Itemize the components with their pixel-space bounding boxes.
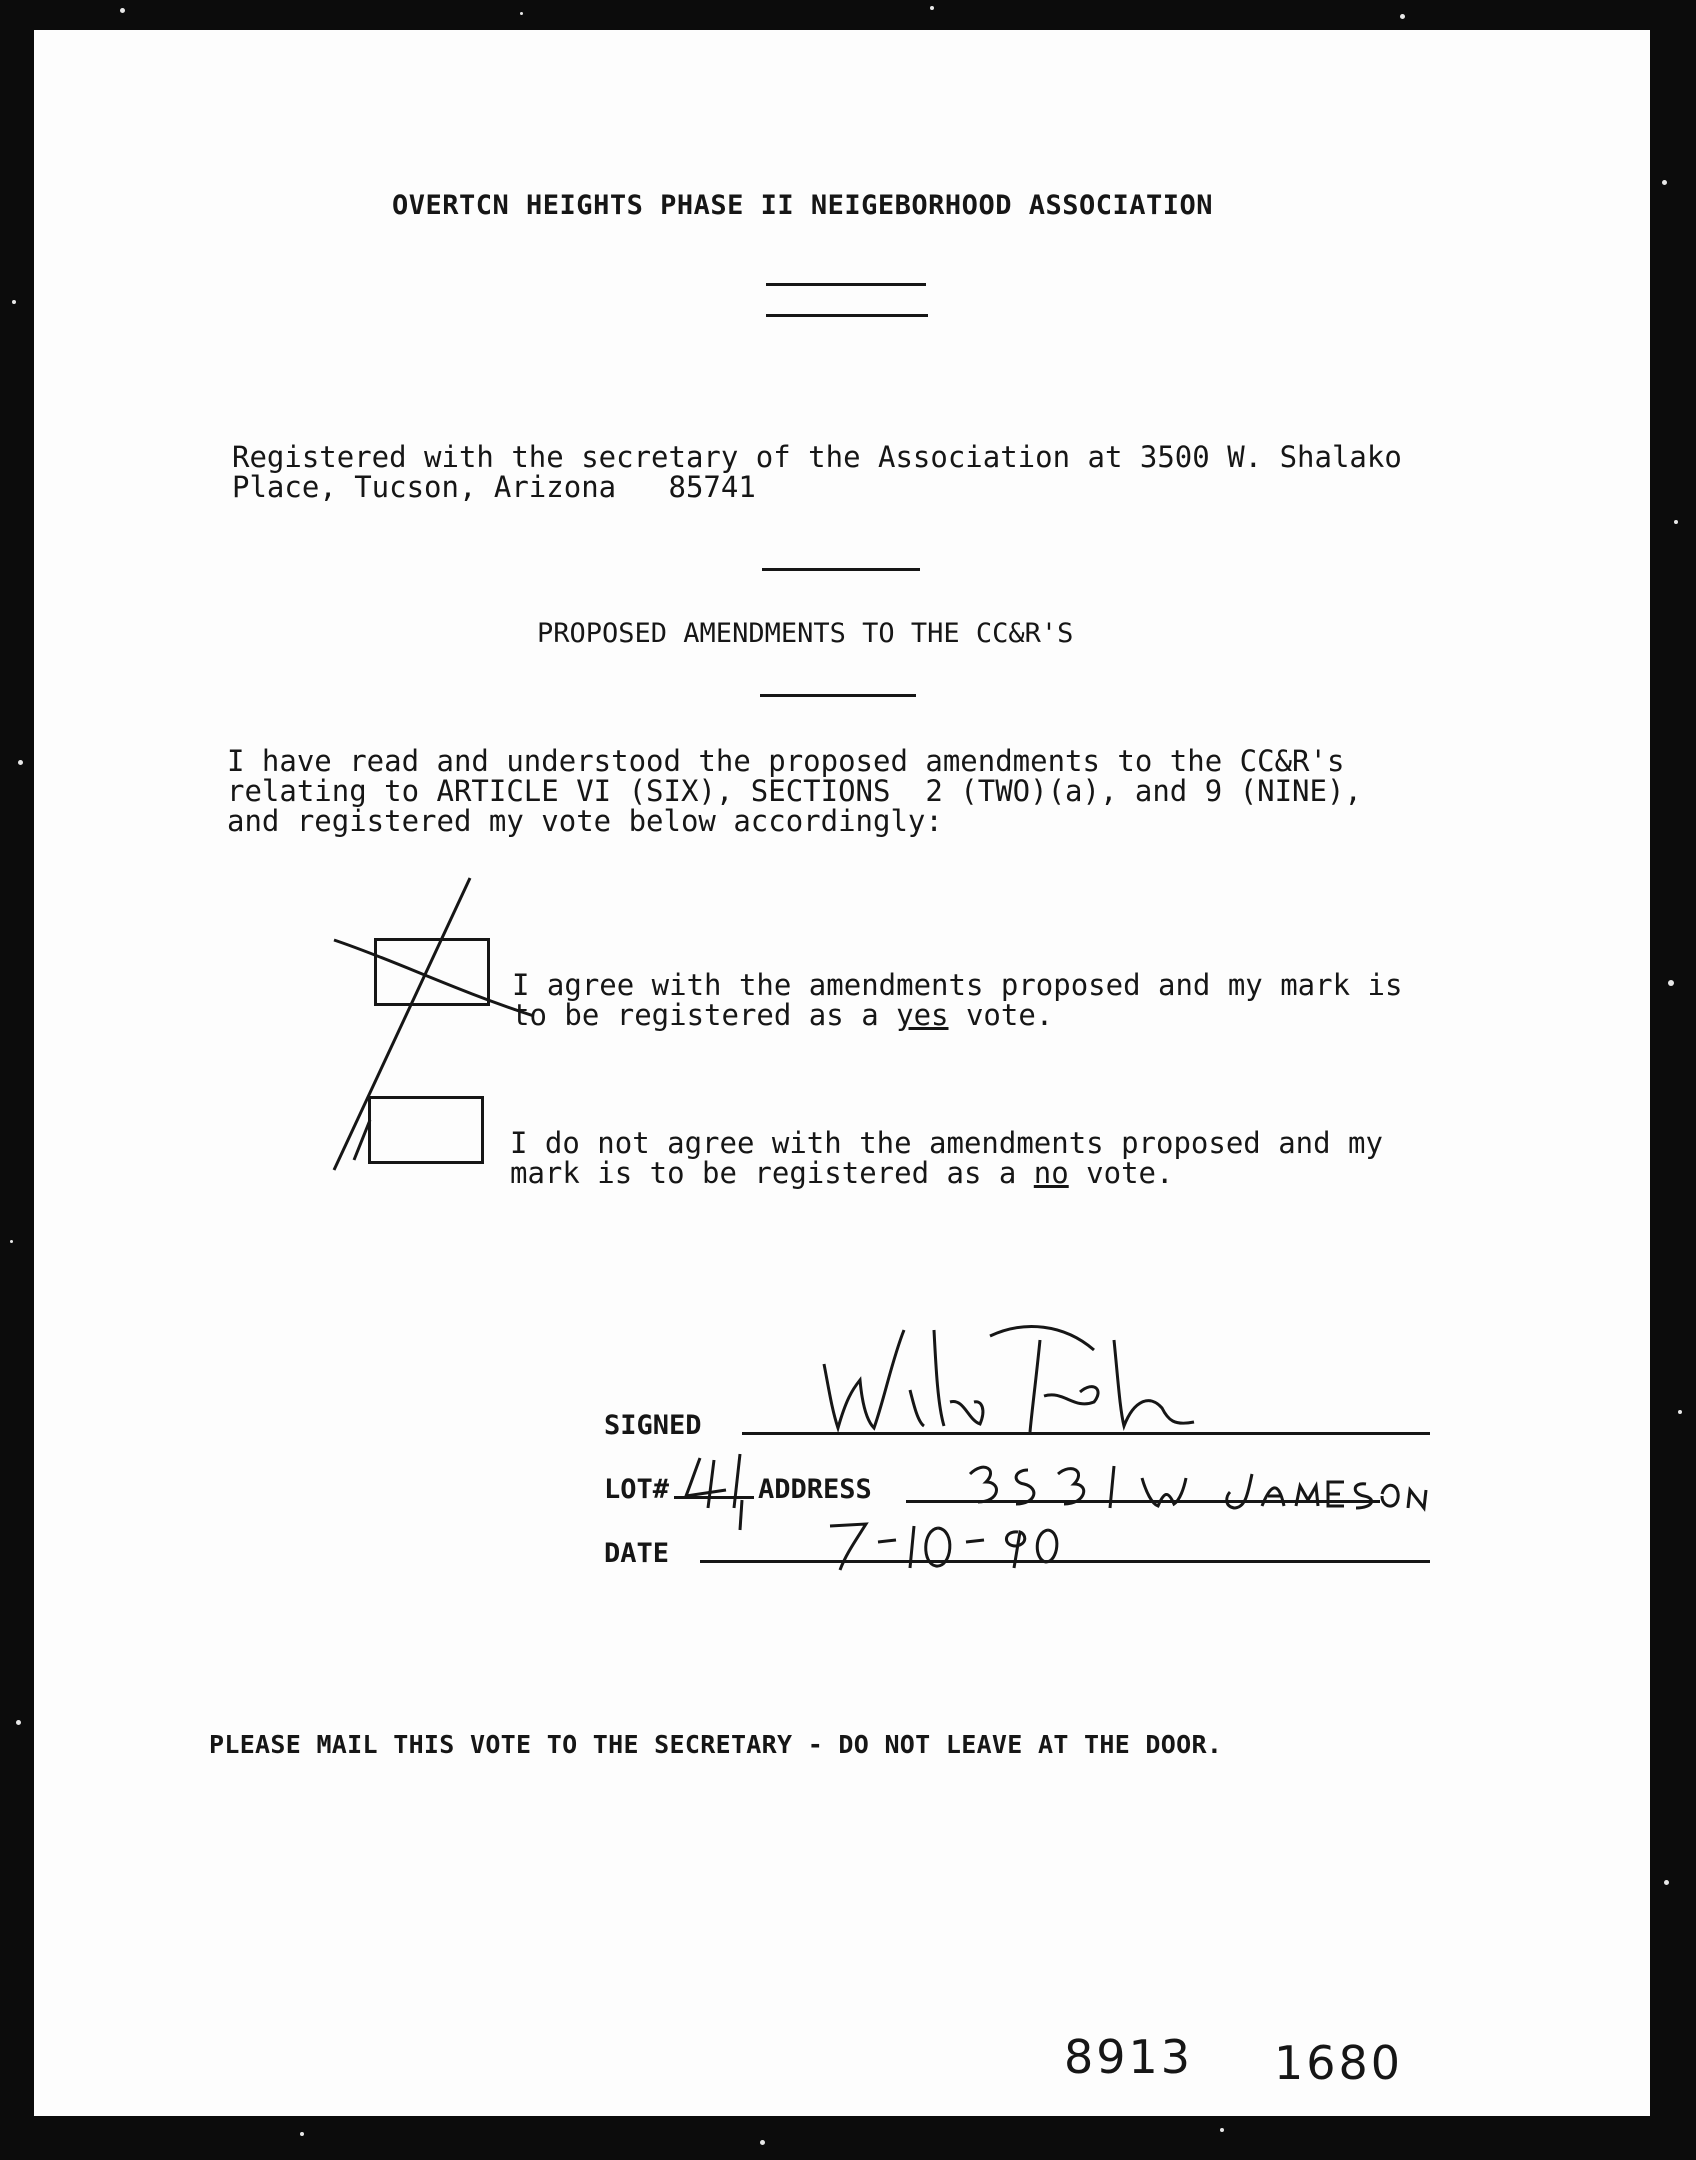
scan-speck bbox=[1400, 14, 1405, 19]
yes-underlined: yes bbox=[896, 998, 949, 1032]
address-handwriting bbox=[970, 1466, 1426, 1508]
vote-mark-stroke bbox=[334, 940, 534, 1016]
scan-speck bbox=[120, 8, 125, 13]
scan-speck bbox=[1674, 520, 1678, 524]
vote-mark-stroke bbox=[334, 878, 470, 1170]
yes-line2-post: vote. bbox=[948, 998, 1054, 1032]
date-handwriting bbox=[830, 1524, 1057, 1570]
registration-line: Registered with the secretary of the Association at 3500 W. Shalako bbox=[232, 440, 1402, 474]
scan-speck bbox=[300, 2132, 304, 2136]
scan-speck bbox=[10, 1240, 13, 1243]
scan-speck bbox=[760, 2140, 765, 2145]
scan-speck bbox=[18, 760, 23, 765]
signed-label: SIGNED bbox=[604, 1410, 702, 1441]
scan-speck bbox=[12, 300, 16, 304]
lot-value bbox=[674, 1516, 675, 1517]
document-number: 8913 bbox=[1064, 2030, 1194, 2084]
scan-speck bbox=[1678, 1410, 1682, 1414]
scan-speck bbox=[930, 6, 934, 10]
yes-line2-pre: to be registered as a bbox=[512, 998, 897, 1032]
scan-speck bbox=[16, 1720, 21, 1725]
no-line2-pre: mark is to be registered as a bbox=[510, 1156, 1034, 1190]
lot-label: LOT# bbox=[604, 1474, 670, 1505]
handwriting-overlay bbox=[34, 30, 1650, 2116]
scan-speck bbox=[520, 12, 523, 15]
document-number: 1680 bbox=[1274, 2036, 1404, 2090]
statement-line: I have read and understood the proposed amendments to the CC&R's bbox=[227, 744, 1345, 778]
association-title: OVERTCN HEIGHTS PHASE II NEIGEBORHOOD ASSOCIATION bbox=[392, 190, 1214, 221]
yes-line1: I agree with the amendments proposed and my mark is bbox=[512, 968, 1403, 1002]
document-page bbox=[34, 30, 1650, 2116]
date-label: DATE bbox=[604, 1538, 670, 1569]
scan-speck bbox=[1662, 180, 1667, 185]
vote-mark-stroke bbox=[354, 1120, 370, 1160]
scan-speck bbox=[1664, 1880, 1669, 1885]
no-line1: I do not agree with the amendments proposed and my bbox=[510, 1126, 1383, 1160]
signature-scribble bbox=[824, 1327, 1194, 1432]
lot-handwriting bbox=[686, 1454, 742, 1530]
mailing-instruction: PLEASE MAIL THIS VOTE TO THE SECRETARY - DO NOT LEAVE AT THE DOOR. bbox=[209, 1730, 1223, 1759]
statement-line: and registered my vote below accordingly: bbox=[227, 804, 943, 838]
scan-speck bbox=[1668, 980, 1674, 986]
no-line2-post: vote. bbox=[1068, 1156, 1174, 1190]
address-value bbox=[974, 1516, 982, 1517]
no-underlined: no bbox=[1033, 1156, 1069, 1190]
statement-line: relating to ARTICLE VI (SIX), SECTIONS 2 (TWO)(a), and 9 (NINE), bbox=[227, 774, 1362, 808]
registration-line: Place, Tucson, Arizona 85741 bbox=[232, 470, 756, 504]
date-value bbox=[834, 1576, 838, 1577]
amendments-heading: PROPOSED AMENDMENTS TO THE CC&R'S bbox=[537, 618, 1074, 649]
scan-speck bbox=[1220, 2128, 1224, 2132]
address-label: ADDRESS bbox=[758, 1474, 872, 1505]
